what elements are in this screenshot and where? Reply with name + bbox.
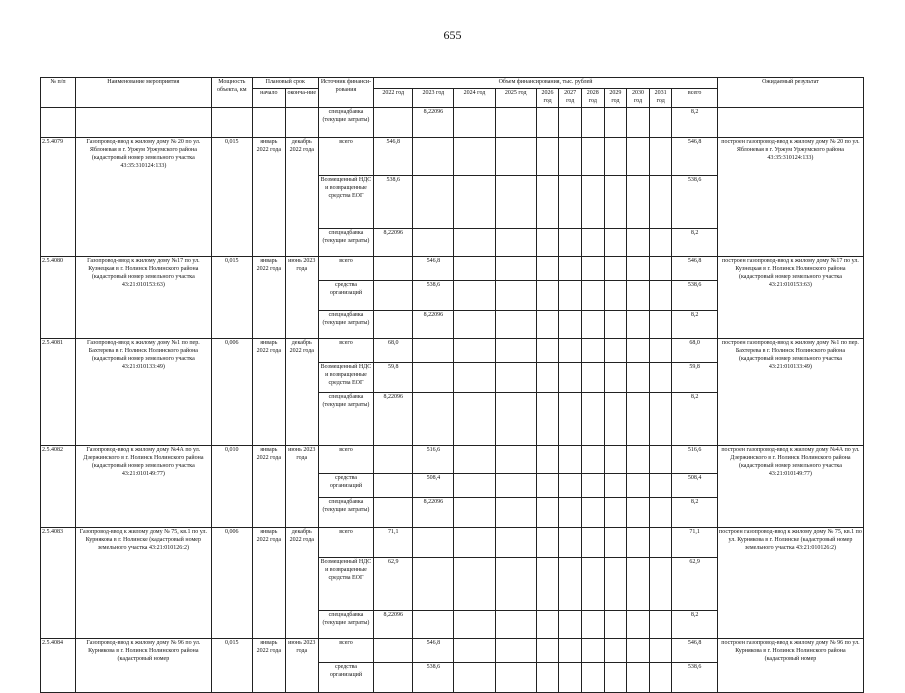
- cell-value: [581, 558, 604, 611]
- cell-value: 546,8: [413, 257, 454, 281]
- cell-value: [649, 138, 672, 176]
- cell-value: [495, 339, 536, 363]
- cell-value: [495, 229, 536, 257]
- cell-value: [649, 229, 672, 257]
- cell-value: 538,6: [672, 663, 717, 693]
- cell-value: [454, 339, 495, 363]
- cell-value: [413, 229, 454, 257]
- cell-start: [252, 108, 285, 138]
- cell-value: [374, 446, 413, 474]
- cell-value: 8,22096: [413, 108, 454, 138]
- cell-value: 59,8: [374, 363, 413, 393]
- cell-value: [536, 176, 559, 229]
- cell-value: [454, 663, 495, 693]
- cell-value: [649, 558, 672, 611]
- cell-value: [559, 108, 582, 138]
- cell-source: спецнадбавка (текущие затраты): [318, 108, 374, 138]
- cell-source: всего: [318, 138, 374, 176]
- cell-value: 538,6: [374, 176, 413, 229]
- cell-value: [454, 474, 495, 498]
- cell-value: [604, 257, 627, 281]
- cell-value: [495, 498, 536, 528]
- cell-value: [495, 611, 536, 639]
- cell-num: 2.5.4079: [41, 138, 76, 257]
- cell-result: построен газопровод-ввод к жилому дому № 20 по ул. Яблоневая в г. Уржум Уржумского района 43:35:310124:133): [717, 138, 863, 257]
- cell-source: средства организаций: [318, 281, 374, 311]
- cell-value: [536, 558, 559, 611]
- cell-value: [559, 229, 582, 257]
- cell-value: [454, 528, 495, 558]
- cell-value: [627, 611, 650, 639]
- cell-value: [649, 639, 672, 663]
- cell-start: январь 2022 года: [252, 138, 285, 257]
- cell-value: [413, 611, 454, 639]
- cell-value: 508,4: [672, 474, 717, 498]
- cell-value: [559, 528, 582, 558]
- header-capacity: Мощность объекта, км: [211, 78, 252, 108]
- cell-value: [559, 363, 582, 393]
- table-row: [41, 339, 864, 363]
- cell-value: [627, 393, 650, 446]
- cell-value: [413, 176, 454, 229]
- cell-value: [627, 176, 650, 229]
- cell-value: [559, 281, 582, 311]
- cell-value: [559, 393, 582, 446]
- cell-name: Газопровод-ввод к жилому дому № 96 по ул. Курнякова в г. Нолинск Нолинского района (кадастровый номер: [75, 639, 211, 693]
- page-number: 655: [443, 28, 462, 42]
- cell-start: январь 2022 года: [252, 528, 285, 639]
- cell-num: 2.5.4081: [41, 339, 76, 446]
- cell-value: [627, 474, 650, 498]
- cell-value: [454, 446, 495, 474]
- header-year: 2022 год: [374, 89, 413, 108]
- cell-value: [581, 639, 604, 663]
- cell-value: 516,6: [672, 446, 717, 474]
- header-year: 2027 год: [559, 89, 582, 108]
- cell-value: 546,8: [374, 138, 413, 176]
- cell-result: построен газопровод-ввод к жилому дому №1 по пер. Бахтерева в г. Нолинск Нолинского района (кадастровый номер земельного участка 43:21:010133:49): [717, 339, 863, 446]
- cell-value: 8,22096: [374, 611, 413, 639]
- table-row: [41, 138, 864, 176]
- cell-num: 2.5.4082: [41, 446, 76, 528]
- cell-result: [717, 108, 863, 138]
- header-year: всего: [672, 89, 717, 108]
- table-row: [41, 528, 864, 558]
- cell-value: [604, 446, 627, 474]
- cell-value: [604, 229, 627, 257]
- cell-value: [649, 498, 672, 528]
- cell-value: [454, 176, 495, 229]
- cell-source: Возмещенный НДС и возвращенные средства ЕОГ: [318, 558, 374, 611]
- cell-value: [536, 339, 559, 363]
- cell-value: [649, 257, 672, 281]
- cell-value: [413, 393, 454, 446]
- cell-value: [536, 528, 559, 558]
- cell-value: [604, 393, 627, 446]
- cell-start: январь 2022 года: [252, 446, 285, 528]
- cell-value: [559, 498, 582, 528]
- cell-value: [559, 339, 582, 363]
- cell-value: [581, 138, 604, 176]
- cell-value: [495, 138, 536, 176]
- cell-value: 516,6: [413, 446, 454, 474]
- cell-value: [649, 281, 672, 311]
- cell-value: [495, 281, 536, 311]
- funding-table: [40, 77, 864, 693]
- header-year: 2031 год: [649, 89, 672, 108]
- header-start: начало: [252, 89, 285, 108]
- cell-value: [604, 176, 627, 229]
- cell-value: 508,4: [413, 474, 454, 498]
- cell-name: Газопровод-ввод к жилому дому №1 по пер. Бахтерева в г. Нолинск Нолинского района (кадастровый номер земельного участка 43:21:010133:49): [75, 339, 211, 446]
- cell-value: 8,2: [672, 498, 717, 528]
- cell-value: 546,8: [413, 639, 454, 663]
- cell-value: [374, 498, 413, 528]
- cell-value: [604, 639, 627, 663]
- cell-value: [536, 393, 559, 446]
- cell-source: спецнадбавка (текущие затраты): [318, 498, 374, 528]
- cell-value: [413, 558, 454, 611]
- cell-value: [627, 663, 650, 693]
- cell-value: [559, 639, 582, 663]
- cell-source: спецнадбавка (текущие затраты): [318, 229, 374, 257]
- cell-name: Газопровод-ввод к жилому дому № 20 по ул. Яблоневая в г. Уржум Уржумского района (кадастровый номер земельного участка 43:35:310124:133): [75, 138, 211, 257]
- cell-value: [495, 663, 536, 693]
- cell-end: декабрь 2022 года: [285, 339, 318, 446]
- cell-value: [454, 611, 495, 639]
- cell-value: [649, 474, 672, 498]
- cell-value: [536, 663, 559, 693]
- cell-value: 8,2: [672, 311, 717, 339]
- cell-value: [581, 393, 604, 446]
- cell-value: [649, 393, 672, 446]
- cell-value: 538,6: [413, 663, 454, 693]
- cell-value: [536, 311, 559, 339]
- cell-value: [495, 108, 536, 138]
- cell-value: [649, 446, 672, 474]
- cell-start: январь 2022 года: [252, 339, 285, 446]
- cell-num: 2.5.4080: [41, 257, 76, 339]
- cell-value: [649, 663, 672, 693]
- cell-value: [495, 176, 536, 229]
- table-row: [41, 108, 864, 138]
- cell-value: [374, 474, 413, 498]
- cell-value: [604, 528, 627, 558]
- cell-value: [649, 611, 672, 639]
- cell-value: [581, 663, 604, 693]
- cell-source: Возмещенный НДС и возвращенные средства ЕОГ: [318, 363, 374, 393]
- cell-value: [495, 528, 536, 558]
- cell-capacity: [211, 108, 252, 138]
- header-result: Ожидаемый результат: [717, 78, 863, 108]
- cell-value: [581, 528, 604, 558]
- cell-value: [559, 611, 582, 639]
- cell-value: [536, 639, 559, 663]
- cell-value: [536, 281, 559, 311]
- cell-value: [536, 446, 559, 474]
- cell-value: [627, 229, 650, 257]
- cell-value: [581, 611, 604, 639]
- cell-value: [495, 363, 536, 393]
- cell-value: [536, 611, 559, 639]
- cell-value: 68,0: [374, 339, 413, 363]
- cell-value: 68,0: [672, 339, 717, 363]
- cell-value: [454, 311, 495, 339]
- cell-capacity: 0,006: [211, 339, 252, 446]
- cell-value: [604, 558, 627, 611]
- cell-num: 2.5.4083: [41, 528, 76, 639]
- cell-value: 8,2: [672, 108, 717, 138]
- table-row: [41, 639, 864, 663]
- cell-value: [559, 311, 582, 339]
- header-funding: Объем финансирования, тыс. рублей: [374, 78, 718, 89]
- cell-source: всего: [318, 528, 374, 558]
- cell-result: построен газопровод-ввод к жилому дому №4А по ул. Дзержинского в г. Нолинск Нолинского района (кадастровый номер земельного участка 43:21:010149:77): [717, 446, 863, 528]
- cell-value: [559, 446, 582, 474]
- cell-value: [374, 281, 413, 311]
- cell-value: [604, 339, 627, 363]
- cell-value: [454, 498, 495, 528]
- cell-source: спецнадбавка (текущие затраты): [318, 393, 374, 446]
- cell-value: [649, 363, 672, 393]
- cell-value: 546,8: [672, 138, 717, 176]
- cell-value: [581, 446, 604, 474]
- cell-source: всего: [318, 257, 374, 281]
- cell-num: 2.5.4084: [41, 639, 76, 693]
- cell-value: [454, 281, 495, 311]
- cell-value: 8,2: [672, 611, 717, 639]
- cell-value: [604, 138, 627, 176]
- cell-value: [374, 663, 413, 693]
- cell-value: [627, 311, 650, 339]
- cell-value: [536, 229, 559, 257]
- cell-value: [649, 339, 672, 363]
- cell-value: 8,22096: [413, 498, 454, 528]
- cell-source: спецнадбавка (текущие затраты): [318, 611, 374, 639]
- header-year: 2029 год: [604, 89, 627, 108]
- cell-value: [649, 528, 672, 558]
- cell-source: всего: [318, 339, 374, 363]
- cell-name: [75, 108, 211, 138]
- cell-value: [559, 474, 582, 498]
- cell-value: [495, 558, 536, 611]
- cell-source: всего: [318, 639, 374, 663]
- header-num: № п/п: [41, 78, 76, 108]
- cell-value: [536, 257, 559, 281]
- cell-value: [454, 229, 495, 257]
- cell-value: 59,8: [672, 363, 717, 393]
- cell-value: 71,1: [672, 528, 717, 558]
- cell-value: [559, 257, 582, 281]
- cell-value: 8,22096: [374, 393, 413, 446]
- cell-value: [454, 558, 495, 611]
- cell-value: [454, 363, 495, 393]
- cell-end: декабрь 2022 года: [285, 138, 318, 257]
- cell-value: [627, 281, 650, 311]
- cell-value: [627, 108, 650, 138]
- cell-value: 8,2: [672, 229, 717, 257]
- cell-value: 8,22096: [413, 311, 454, 339]
- cell-result: построен газопровод-ввод к жилому дому № 75, кв.1 по ул. Курнякова в г. Нолинске (кадастровый номер земельного участка 43:21:010126:2): [717, 528, 863, 639]
- cell-value: [627, 639, 650, 663]
- cell-value: [559, 138, 582, 176]
- cell-value: [495, 639, 536, 663]
- cell-end: декабрь 2022 года: [285, 528, 318, 639]
- cell-value: [374, 311, 413, 339]
- cell-name: Газопровод-ввод к жилому дому № 75, кв.1 по ул. Курняковa в г. Нолинске (кадастровый номер земельного участка 43:21:010126:2): [75, 528, 211, 639]
- cell-value: [495, 474, 536, 498]
- table-row: [41, 446, 864, 474]
- cell-value: [581, 311, 604, 339]
- cell-value: [581, 176, 604, 229]
- cell-name: Газопровод-ввод к жилому дому №17 по ул. Кузнецкая в г. Нолинск Нолинского района (кадастровый номер земельного участка 43:21:010153:63): [75, 257, 211, 339]
- cell-value: [559, 176, 582, 229]
- cell-value: [413, 528, 454, 558]
- cell-value: [374, 108, 413, 138]
- cell-value: [454, 257, 495, 281]
- cell-capacity: 0,010: [211, 446, 252, 528]
- cell-value: [374, 639, 413, 663]
- header-year: 2024 год: [454, 89, 495, 108]
- cell-value: [627, 528, 650, 558]
- cell-value: [627, 446, 650, 474]
- cell-value: [627, 257, 650, 281]
- cell-capacity: 0,015: [211, 639, 252, 693]
- cell-end: июнь 2023 года: [285, 257, 318, 339]
- header-name: Наименование мероприятия: [75, 78, 211, 108]
- cell-value: [581, 363, 604, 393]
- cell-value: [581, 108, 604, 138]
- cell-value: [649, 311, 672, 339]
- cell-value: [495, 446, 536, 474]
- cell-value: [581, 257, 604, 281]
- header-year: 2028 год: [581, 89, 604, 108]
- header-year: 2025 год: [495, 89, 536, 108]
- cell-num: [41, 108, 76, 138]
- cell-value: [413, 363, 454, 393]
- cell-value: 546,8: [672, 257, 717, 281]
- cell-value: [559, 558, 582, 611]
- cell-source: Возмещенный НДС и возвращенные средства ЕОГ: [318, 176, 374, 229]
- cell-capacity: 0,006: [211, 528, 252, 639]
- cell-value: [536, 363, 559, 393]
- cell-source: всего: [318, 446, 374, 474]
- cell-value: [604, 474, 627, 498]
- cell-value: [581, 474, 604, 498]
- cell-value: 8,2: [672, 393, 717, 446]
- cell-source: средства организаций: [318, 663, 374, 693]
- cell-value: [536, 108, 559, 138]
- cell-value: [604, 363, 627, 393]
- header-end: оконча-ние: [285, 89, 318, 108]
- cell-value: [374, 257, 413, 281]
- cell-value: [413, 339, 454, 363]
- cell-start: январь 2022 года: [252, 257, 285, 339]
- table-row: [41, 257, 864, 281]
- cell-start: январь 2022 года: [252, 639, 285, 693]
- cell-value: [454, 108, 495, 138]
- cell-name: Газопровод-ввод к жилому дому №4А по ул. Дзержинского в г. Нолинск Нолинского района (кадастровый номер земельного участка 43:21:010149:77): [75, 446, 211, 528]
- cell-value: 546,8: [672, 639, 717, 663]
- cell-value: [604, 611, 627, 639]
- cell-value: [495, 311, 536, 339]
- cell-value: [627, 339, 650, 363]
- cell-result: построен газопровод-ввод к жилому дому № 96 по ул. Курнякова в г. Нолинск Нолинского района (кадастровый номер: [717, 639, 863, 693]
- cell-value: [454, 639, 495, 663]
- cell-end: [285, 108, 318, 138]
- cell-value: [536, 498, 559, 528]
- cell-value: 538,6: [413, 281, 454, 311]
- cell-value: [649, 108, 672, 138]
- cell-value: 538,6: [672, 176, 717, 229]
- cell-value: [581, 229, 604, 257]
- cell-value: 8,22096: [374, 229, 413, 257]
- cell-value: [495, 393, 536, 446]
- cell-value: [649, 176, 672, 229]
- cell-value: 62,9: [374, 558, 413, 611]
- cell-value: [454, 138, 495, 176]
- cell-result: построен газопровод-ввод к жилому дому №17 по ул. Кузнецкая в г. Нолинск Нолинского района (кадастровый номер земельного участка 43:21:010153:63): [717, 257, 863, 339]
- cell-value: [536, 474, 559, 498]
- cell-value: [627, 498, 650, 528]
- cell-end: июнь 2023 года: [285, 639, 318, 693]
- cell-value: [454, 393, 495, 446]
- cell-end: июнь 2023 года: [285, 446, 318, 528]
- cell-value: [536, 138, 559, 176]
- cell-value: [581, 498, 604, 528]
- cell-value: [604, 498, 627, 528]
- cell-value: 62,9: [672, 558, 717, 611]
- cell-value: [604, 108, 627, 138]
- cell-value: [604, 311, 627, 339]
- cell-value: [627, 138, 650, 176]
- cell-source: средства организаций: [318, 474, 374, 498]
- cell-value: [581, 281, 604, 311]
- cell-value: [495, 257, 536, 281]
- cell-source: спецнадбавка (текущие затраты): [318, 311, 374, 339]
- cell-value: 538,6: [672, 281, 717, 311]
- header-year: 2026 год: [536, 89, 559, 108]
- cell-value: [604, 663, 627, 693]
- cell-value: 71,1: [374, 528, 413, 558]
- cell-capacity: 0,015: [211, 257, 252, 339]
- cell-value: [604, 281, 627, 311]
- header-period: Плановый срок: [252, 78, 318, 89]
- cell-value: [413, 138, 454, 176]
- cell-value: [581, 339, 604, 363]
- cell-capacity: 0,015: [211, 138, 252, 257]
- cell-value: [627, 363, 650, 393]
- cell-value: [559, 663, 582, 693]
- cell-value: [627, 558, 650, 611]
- header-year: 2023 год: [413, 89, 454, 108]
- header-source: Источник финанси-рования: [318, 78, 374, 108]
- header-year: 2030 год: [627, 89, 650, 108]
